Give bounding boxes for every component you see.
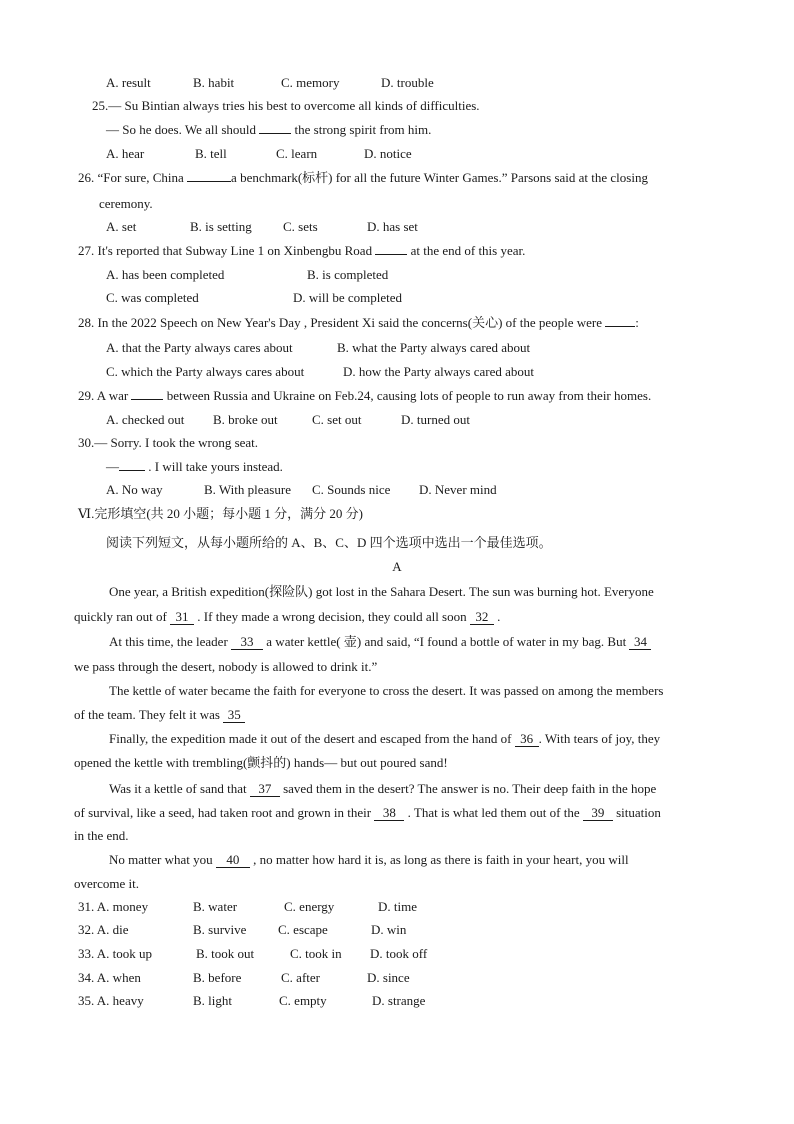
option-32-b: B. survive <box>193 922 247 937</box>
option-35-d: D. strange <box>372 993 426 1008</box>
q25-stem: 25.— Su Bintian always tries his best to overcome all kinds of difficulties. <box>92 98 480 113</box>
section-heading: Ⅵ.完形填空(共 20 小题；每小题 1 分，满分 20 分) <box>78 506 363 521</box>
option-row-35: 35. A. heavy <box>78 993 144 1008</box>
q26-option-a: A. set <box>106 219 137 234</box>
q26-option-d: D. has set <box>367 219 418 234</box>
q28-option-c: C. which the Party always cares about <box>106 364 305 379</box>
q30-option-d: D. Never mind <box>419 482 497 497</box>
passage-label: A <box>392 559 402 574</box>
q26-option-b: B. is setting <box>190 219 252 234</box>
option-row-32: 32. A. die <box>78 922 129 937</box>
q25-option-a: A. hear <box>106 146 145 161</box>
blank-33: 33 <box>231 635 263 650</box>
option-35-b: B. light <box>193 993 233 1008</box>
q29-option-a: A. checked out <box>106 412 185 427</box>
q29-option-b: B. broke out <box>213 412 278 427</box>
q27-option-d: D. will be completed <box>293 290 403 305</box>
blank-34: 34 <box>629 635 651 650</box>
q26-option-c: C. sets <box>283 219 318 234</box>
passage-line: we pass through the desert, nobody is allowed to drink it.” <box>74 659 378 674</box>
blank-37: 37 <box>250 782 280 797</box>
passage-line: of survival, like a seed, had taken root and grown in their 38 . That is what led them out of the 39 situation <box>74 805 661 820</box>
passage-line: overcome it. <box>74 876 139 891</box>
option-33-d: D. took off <box>370 946 428 961</box>
q27-option-b: B. is completed <box>307 267 389 282</box>
option-31-b: B. water <box>193 899 238 914</box>
q26-stem: 26. “For sure, China a benchmark(标杆) for all the future Winter Games.” Parsons said at the closing <box>78 170 648 185</box>
passage-line: in the end. <box>74 828 129 843</box>
option-row-34: 34. A. when <box>78 970 141 985</box>
q27-option-a: A. has been completed <box>106 267 225 282</box>
q27-option-c: C. was completed <box>106 290 199 305</box>
q28-option-b: B. what the Party always cared about <box>337 340 531 355</box>
option-33-b: B. took out <box>196 946 255 961</box>
q28-option-d: D. how the Party always cared about <box>343 364 534 379</box>
passage-line: The kettle of water became the faith for everyone to cross the desert. It was passed on among the members <box>109 683 664 698</box>
passage-line: opened the kettle with trembling(颤抖的) hands— but out poured sand! <box>74 755 448 770</box>
q27-stem: 27. It's reported that Subway Line 1 on Xinbengbu Road at the end of this year. <box>78 243 526 258</box>
q30-option-b: B. With pleasure <box>204 482 291 497</box>
passage-line: No matter what you 40 , no matter how hard it is, as long as there is faith in your heart, you will <box>109 852 629 867</box>
blank-39: 39 <box>583 806 613 821</box>
passage-line: One year, a British expedition(探险队) got lost in the Sahara Desert. The sun was burning hot. Everyone <box>109 584 654 599</box>
q25-option-b: B. tell <box>195 146 227 161</box>
q25-blank <box>259 133 291 134</box>
q24-option-c: C. memory <box>281 75 340 90</box>
q30-reply: — . I will take yours instead. <box>106 459 283 474</box>
option-33-c: C. took in <box>290 946 342 961</box>
option-31-c: C. energy <box>284 899 335 914</box>
q29-option-c: C. set out <box>312 412 362 427</box>
q28-blank <box>605 326 635 327</box>
passage-line: Was it a kettle of sand that 37 saved them in the desert? The answer is no. Their deep faith in the hope <box>109 781 657 796</box>
q27-blank <box>375 254 407 255</box>
blank-38: 38 <box>374 806 404 821</box>
q28-stem: 28. In the 2022 Speech on New Year's Day , President Xi said the concerns(关心) of the people were : <box>78 315 639 330</box>
option-row-33: 33. A. took up <box>78 946 153 961</box>
q24-option-a: A. result <box>106 75 151 90</box>
q25-option-d: D. notice <box>364 146 412 161</box>
q28-option-a: A. that the Party always cares about <box>106 340 293 355</box>
q29-option-d: D. turned out <box>401 412 470 427</box>
q29-blank <box>131 399 163 400</box>
passage-line: quickly ran out of 31 . If they made a wrong decision, they could all soon 32 . <box>74 609 501 624</box>
option-32-d: D. win <box>371 922 407 937</box>
q30-option-a: A. No way <box>106 482 163 497</box>
option-34-b: B. before <box>193 970 242 985</box>
blank-31: 31 <box>170 610 194 625</box>
q29-stem: 29. A war between Russia and Ukraine on Feb.24, causing lots of people to run away from their homes. <box>78 388 652 403</box>
option-34-d: D. since <box>367 970 410 985</box>
blank-35: 35 <box>223 708 245 723</box>
blank-32: 32 <box>470 610 494 625</box>
section-instruction: 阅读下列短文，从每小题所给的 A、B、C、D 四个选项中选出一个最佳选项。 <box>106 535 552 550</box>
option-32-c: C. escape <box>278 922 328 937</box>
option-35-c: C. empty <box>279 993 327 1008</box>
option-31-d: D. time <box>378 899 417 914</box>
passage-line: Finally, the expedition made it out of the desert and escaped from the hand of 36 . With tears of joy, they <box>109 731 661 746</box>
q30-stem: 30.— Sorry. I took the wrong seat. <box>78 435 259 450</box>
option-34-c: C. after <box>281 970 320 985</box>
blank-40: 40 <box>216 853 250 868</box>
passage-line: of the team. They felt it was 35 <box>74 707 245 723</box>
q30-option-c: C. Sounds nice <box>312 482 391 497</box>
passage-line: At this time, the leader 33 a water kettle( 壶) and said, “I found a bottle of water in my bag. But 34 <box>109 634 651 650</box>
q24-option-d: D. trouble <box>381 75 434 90</box>
q25-option-c: C. learn <box>276 146 318 161</box>
option-row-31: 31. A. money <box>78 899 149 914</box>
q30-blank <box>119 470 145 471</box>
q26-blank <box>187 181 231 182</box>
blank-36: 36 <box>515 732 539 747</box>
q25-reply: — So he does. We all should the strong spirit from him. <box>106 122 432 137</box>
q24-option-b: B. habit <box>193 75 235 90</box>
q26-stem-cont: ceremony. <box>99 196 153 211</box>
